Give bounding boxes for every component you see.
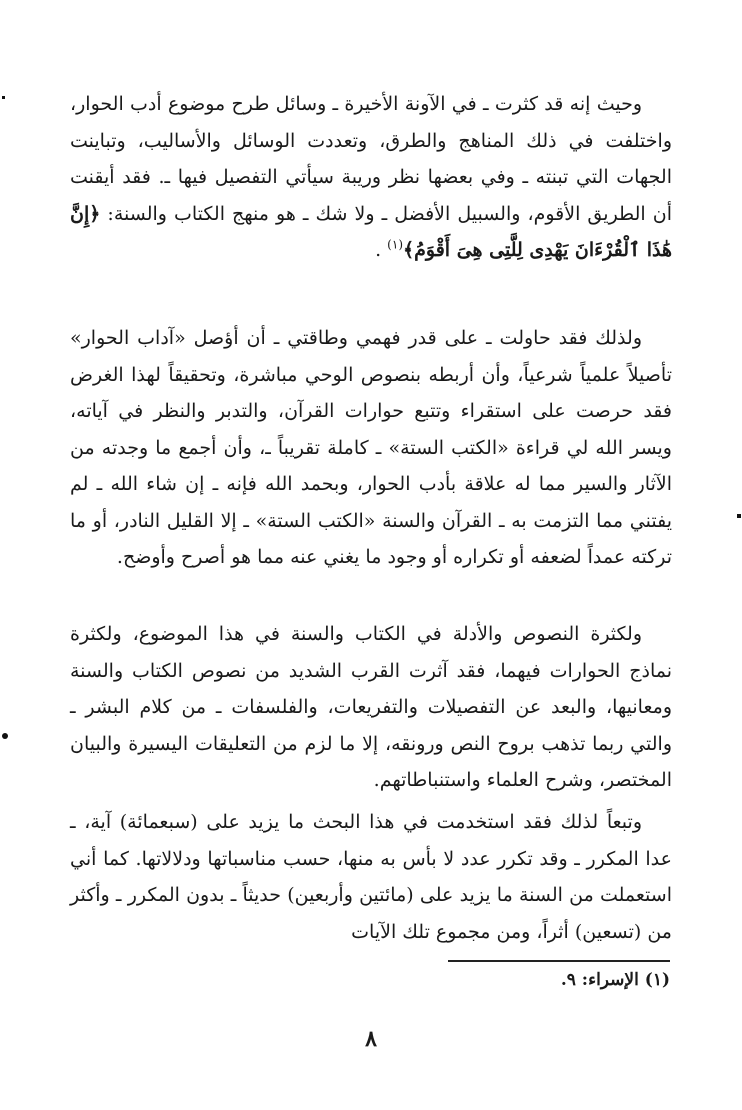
footnote: (١) الإسراء: ٩. [560, 970, 670, 990]
scan-speck-top-left [2, 96, 5, 99]
paragraph-2: ولذلك فقد حاولت ـ على قدر فهمي وطاقتي ـ أن أؤصل «آداب الحوار» تأصيلاً علمياً شرعياً، وأن أربطه بنصوص الوحي مباشرة، وتحقيقاً لهذا الغرض فقد حرصت على استقراء وتتبع حوارات القرآن، والتدبر والنظر في آياته، ويسر الله لي قراءة «الكتب الستة» ـ كاملة تقريباً ـ، وأن أجمع ما وجدته من الآثار والسير مما له علاقة بأدب الحوار، وبحمد الله فإنه ـ إن شاء الله ـ لم يفتني مما التزمت به ـ القرآن والسنة «الكتب الستة» ـ إلا القليل النادر، أو ما تركته عمداً لضعفه أو تكراره أو وجود ما يغني عنه مما هو أصرح وأوضح. [70, 327, 672, 568]
page-number: ٨ [365, 1026, 377, 1052]
quran-verse: ﴿إِنَّ هَٰذَا ٱلْقُرْءَانَ يَهْدِى لِلَّتِى هِىَ أَقْوَمُ﴾ [70, 202, 672, 261]
footnote-divider [448, 960, 670, 962]
scan-speck-left [2, 733, 8, 739]
paragraph-4: وتبعاً لذلك فقد استخدمت في هذا البحث ما يزيد على (سبعمائة) آية، ـ عدا المكرر ـ وقد تكرر عدد لا بأس به منها، حسب مناسباتها ودلالاتها. كما أني استعملت من السنة ما يزيد على (مائتين وأربعين) حديثاً ـ بدون المكرر ـ وأكثر من (تسعين) أثراً، ومن مجموع تلك الآيات [70, 811, 672, 943]
paragraph-1-text: وحيث إنه قد كثرت ـ في الآونة الأخيرة ـ وسائل طرح موضوع أدب الحوار، واختلفت في ذلك المناهج والطرق، وتعددت الوسائل والأساليب، وتباينت الجهات التي تبنته ـ وفي بعضها نظر وريبة سيأتي التفصيل فيها ـ. فقد أيقنت أن الطريق الأقوم، والسبيل الأفضل ـ ولا شك ـ هو منهج الكتاب والسنة: [70, 93, 672, 225]
paragraph-1 [70, 86, 672, 269]
footnote-marker: (١) [387, 237, 403, 252]
paragraph-1-tail: . [375, 239, 388, 261]
paragraph-3: ولكثرة النصوص والأدلة في الكتاب والسنة في هذا الموضوع، ولكثرة نماذج الحوارات فيهما، فقد آثرت القرب الشديد من نصوص الكتاب والسنة ومعانيها، والبعد عن التفصيلات والتفريعات، والفلسفات ـ من كلام البشر ـ والتي ربما تذهب بروح النص ورونقه، إلا ما لزم من التعليقات اليسيرة والبيان المختصر، وشرح العلماء واستنباطاتهم. [70, 623, 672, 791]
scan-speck-right [737, 514, 741, 518]
